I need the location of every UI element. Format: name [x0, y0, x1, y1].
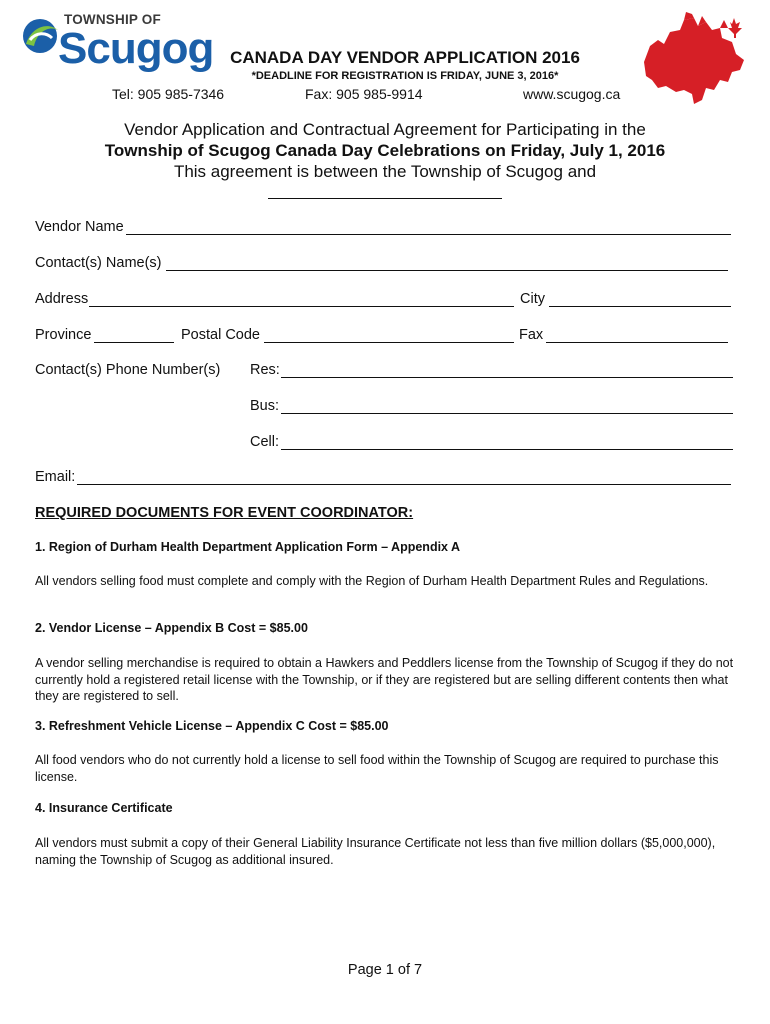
city-label: City	[520, 291, 545, 307]
logo-township-text: TOWNSHIP OF	[64, 12, 161, 27]
doc-3-title: 3. Refreshment Vehicle License – Appendix C Cost = $85.00	[35, 719, 389, 733]
website: www.scugog.ca	[523, 86, 621, 102]
res-phone-field[interactable]	[281, 377, 733, 378]
contact-names-label: Contact(s) Name(s)	[35, 255, 162, 271]
doc-4-text: All vendors must submit a copy of their General Liability Insurance Certificate not less than five million dollars ($5,000,000), naming the Township of Scugog as additional insured.	[35, 836, 716, 867]
doc-1-text: All vendors selling food must complete and comply with the Region of Durham Health Department Rules and Regulations.	[35, 574, 709, 588]
required-documents-heading: REQUIRED DOCUMENTS FOR EVENT COORDINATOR:	[35, 505, 414, 521]
city-field[interactable]	[549, 306, 731, 307]
bus-label: Bus:	[250, 398, 280, 414]
address-field[interactable]	[89, 306, 514, 307]
application-title: CANADA DAY VENDOR APPLICATION 2016	[230, 48, 580, 67]
email-field[interactable]	[77, 484, 731, 485]
vendor-name-field[interactable]	[126, 234, 731, 235]
bus-phone-field[interactable]	[281, 413, 733, 414]
postal-code-label: Postal Code	[181, 327, 260, 343]
logo-scugog-text: Scugog	[58, 24, 214, 73]
canada-map-icon	[636, 10, 748, 114]
agreement-line-1: Vendor Application and Contractual Agreement for Participating in the	[124, 120, 646, 139]
agreement-line-2: Township of Scugog Canada Day Celebrations on Friday, July 1, 2016	[104, 141, 666, 160]
doc-2-text: A vendor selling merchandise is required to obtain a Hawkers and Peddlers license from the Township of Scugog if they do not currently hold a registered retail license with the Township, or if they are registered but are selling different contents then what they are registered to sell.	[35, 656, 734, 703]
phone-numbers-label: Contact(s) Phone Number(s)	[35, 362, 221, 378]
fax-number: Fax: 905 985-9914	[305, 86, 423, 102]
doc-3-text: All food vendors who do not currently hold a license to sell food within the Township of Scugog are required to purchase this license.	[35, 753, 719, 784]
cell-phone-field[interactable]	[281, 449, 733, 450]
maple-leaf-icon	[728, 18, 742, 38]
fax-field[interactable]	[546, 342, 728, 343]
deadline-notice: *DEADLINE FOR REGISTRATION IS FRIDAY, JUNE 3, 2016*	[251, 70, 559, 82]
telephone: Tel: 905 985-7346	[112, 86, 225, 102]
contact-names-field[interactable]	[166, 270, 728, 271]
cell-label: Cell:	[250, 434, 280, 450]
fax-label: Fax	[519, 327, 544, 343]
agreement-line-3: This agreement is between the Township of Scugog and	[173, 162, 597, 181]
address-label: Address	[35, 291, 89, 307]
province-label: Province	[35, 327, 92, 343]
doc-1-title: 1. Region of Durham Health Department Application Form – Appendix A	[35, 540, 461, 554]
province-field[interactable]	[94, 342, 174, 343]
vendor-name-label: Vendor Name	[35, 219, 124, 235]
email-label: Email:	[35, 469, 76, 485]
doc-4-title: 4. Insurance Certificate	[35, 801, 173, 815]
postal-code-field[interactable]	[264, 342, 514, 343]
doc-2-title: 2. Vendor License – Appendix B Cost = $85.00	[35, 621, 308, 635]
page-number: Page 1 of 7	[347, 962, 423, 978]
agreement-party-blank[interactable]	[268, 198, 502, 199]
res-label: Res:	[250, 362, 280, 378]
